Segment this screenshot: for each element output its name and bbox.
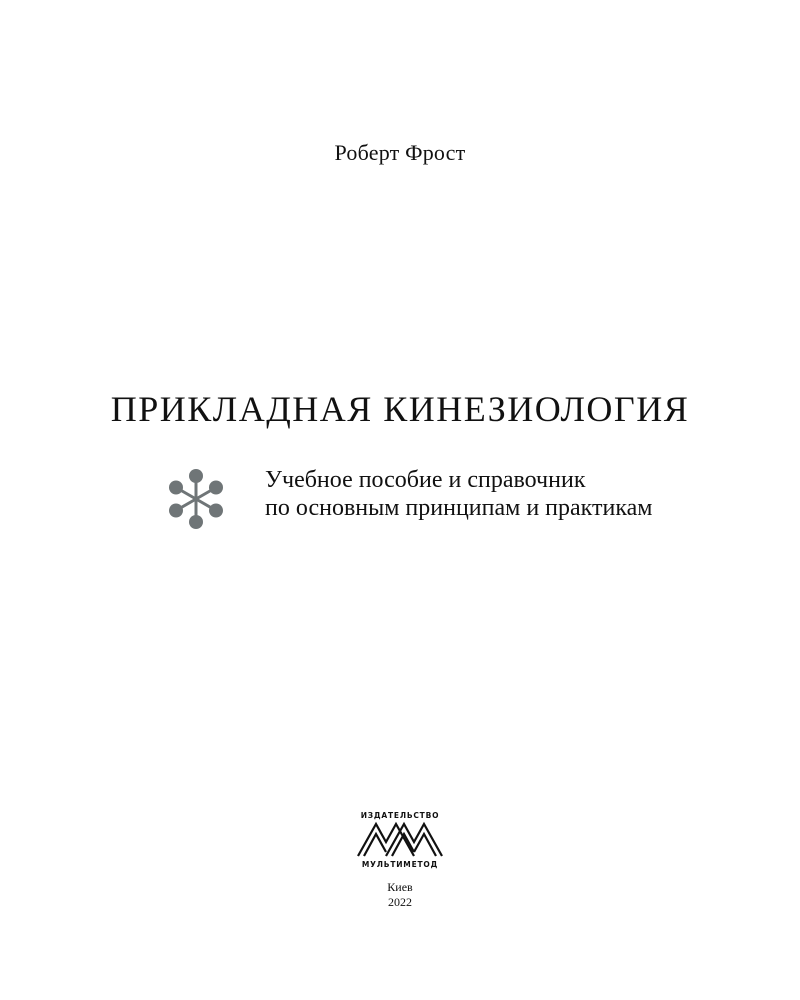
- mm-publisher-logo-icon: [350, 810, 450, 870]
- publisher-block: [0, 810, 800, 910]
- subtitle-line-1: Учебное пособие и справочник: [265, 467, 586, 493]
- book-title: ПРИКЛАДНАЯ КИНЕЗИОЛОГИЯ: [110, 389, 690, 429]
- publisher-label-top: ИЗДАТЕЛЬСТВО: [360, 811, 440, 820]
- subtitle-block: [165, 466, 765, 536]
- publisher-label-bottom: МУЛЬТИМЕТОД: [361, 860, 439, 869]
- author-name: Роберт Фрост: [334, 140, 466, 165]
- publication-year: 2022: [388, 895, 412, 909]
- subtitle-line-2: по основным принципам и практикам: [265, 495, 653, 521]
- molecule-asterisk-icon: [165, 468, 227, 530]
- publication-city: Киев: [387, 880, 413, 894]
- subtitle-text: [265, 466, 652, 522]
